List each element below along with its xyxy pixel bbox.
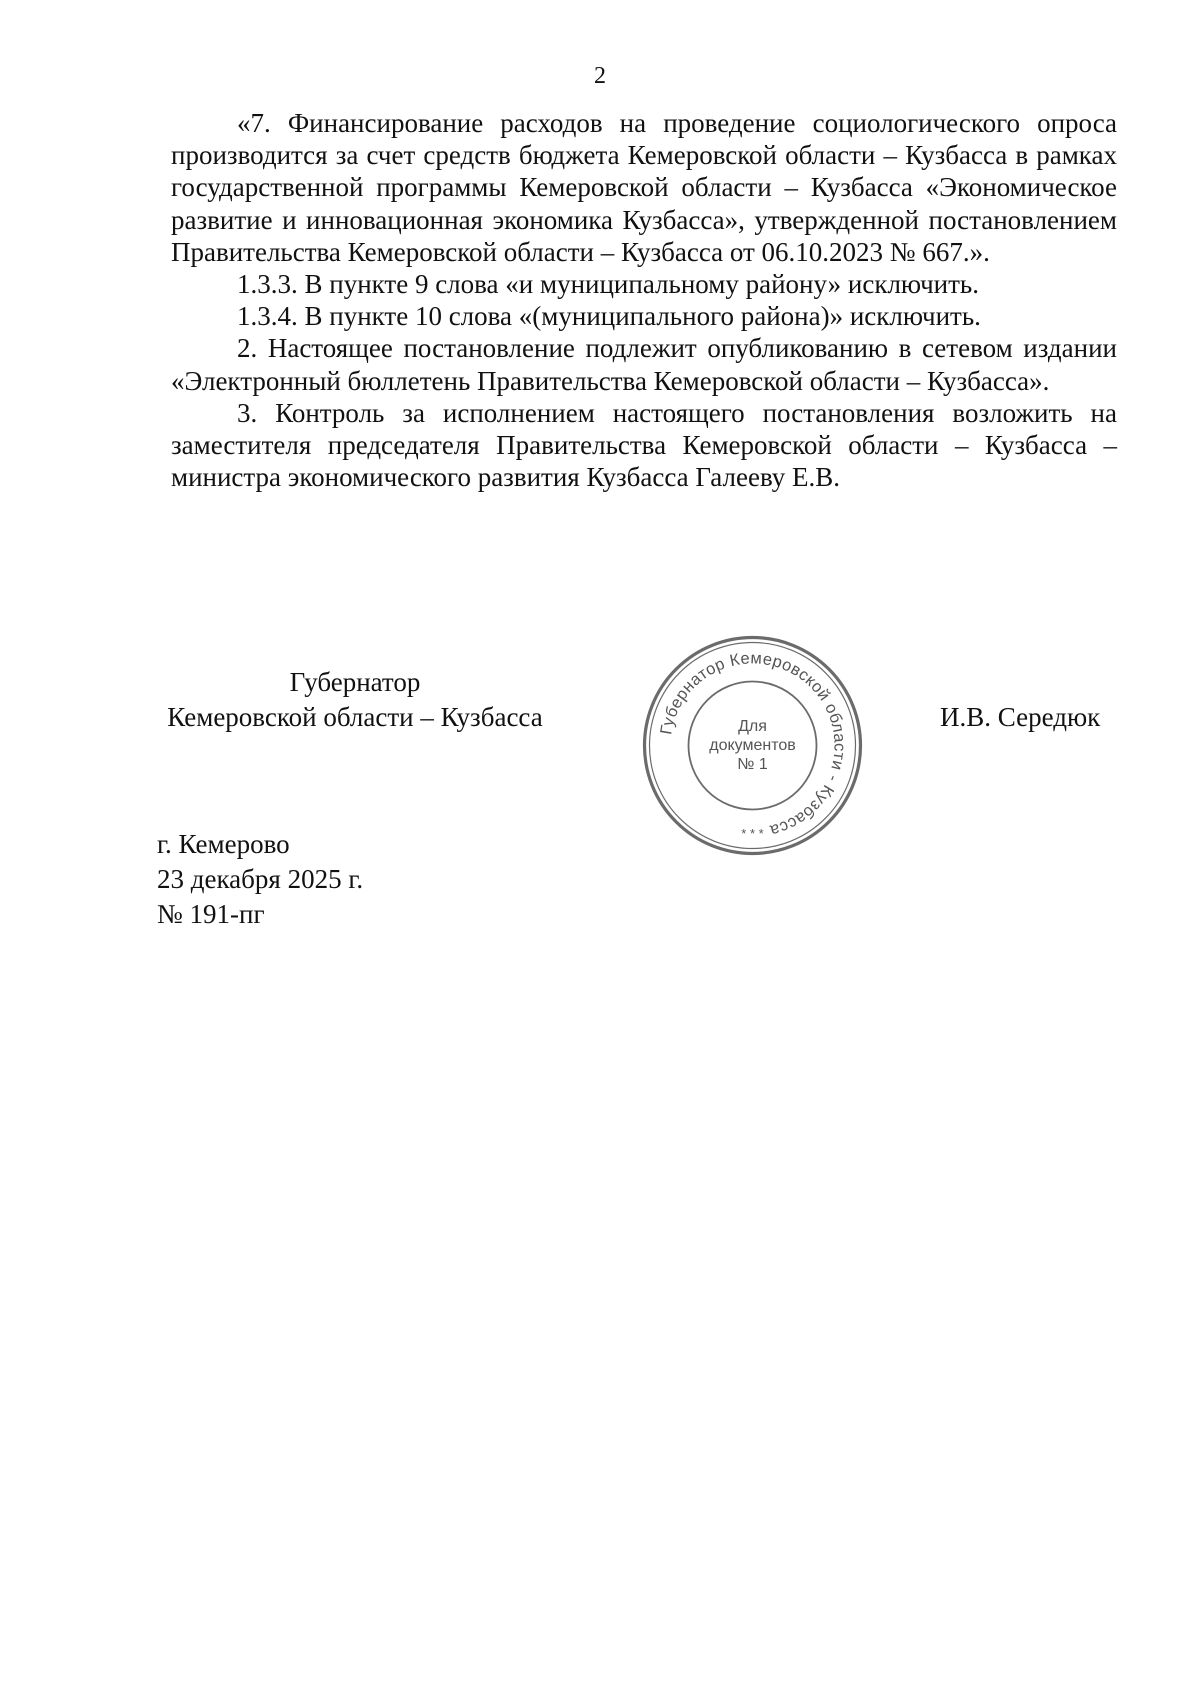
- paragraph-1-3-4: 1.3.4. В пункте 10 слова «(муниципального района)» исключить.: [237, 301, 981, 332]
- signature-title-line1: Губернатор: [289, 667, 421, 697]
- signature-title-line2: Кемеровской области – Кузбасса: [167, 702, 543, 732]
- signatory-name: И.В. Середюк: [940, 702, 1101, 732]
- signature-title: [140, 665, 570, 735]
- footer-number: № 191-пг: [157, 899, 265, 929]
- seal-center-line1: Для: [738, 718, 767, 735]
- paragraph-control: 3. Контроль за исполнением настоящего постановления возложить на заместителя председателя Правительства Кемеровской области – Кузбасса – министра экономического развития Кузбасса Галееву Е.В.: [171, 397, 1117, 493]
- paragraph-publication: 2. Настоящее постановление подлежит опубликованию в сетевом издании «Электронный бюллетень Правительства Кемеровской области – Кузбасса».: [171, 333, 1117, 396]
- seal-ring-text: Губернатор Кемеровской области - Кузбасса: [657, 649, 849, 840]
- footer-city: г. Кемерово: [157, 829, 290, 859]
- page-number: 2: [594, 63, 606, 89]
- seal-stars: * * *: [741, 826, 764, 841]
- document-body: [171, 107, 1117, 493]
- footer-date: 23 декабря 2025 г.: [157, 864, 364, 894]
- paragraph-1-3-3: 1.3.3. В пункте 9 слова «и муниципальному району» исключить.: [237, 269, 979, 300]
- official-seal: [640, 633, 865, 858]
- document-footer: [157, 827, 363, 932]
- seal-center-line3: № 1: [737, 756, 768, 773]
- paragraph-financing: «7. Финансирование расходов на проведение социологического опроса производится за счет средств бюджета Кемеровской области – Кузбасса в рамках государственной программы Кемеровской области – Кузбасса «Экономическое развитие и инновационная экономика Кузбасса», утвержденной постановлением Правительства Кемеровской области – Кузбасса от 06.10.2023 № 667.».: [171, 108, 1117, 267]
- seal-center-line2: документов: [709, 737, 796, 754]
